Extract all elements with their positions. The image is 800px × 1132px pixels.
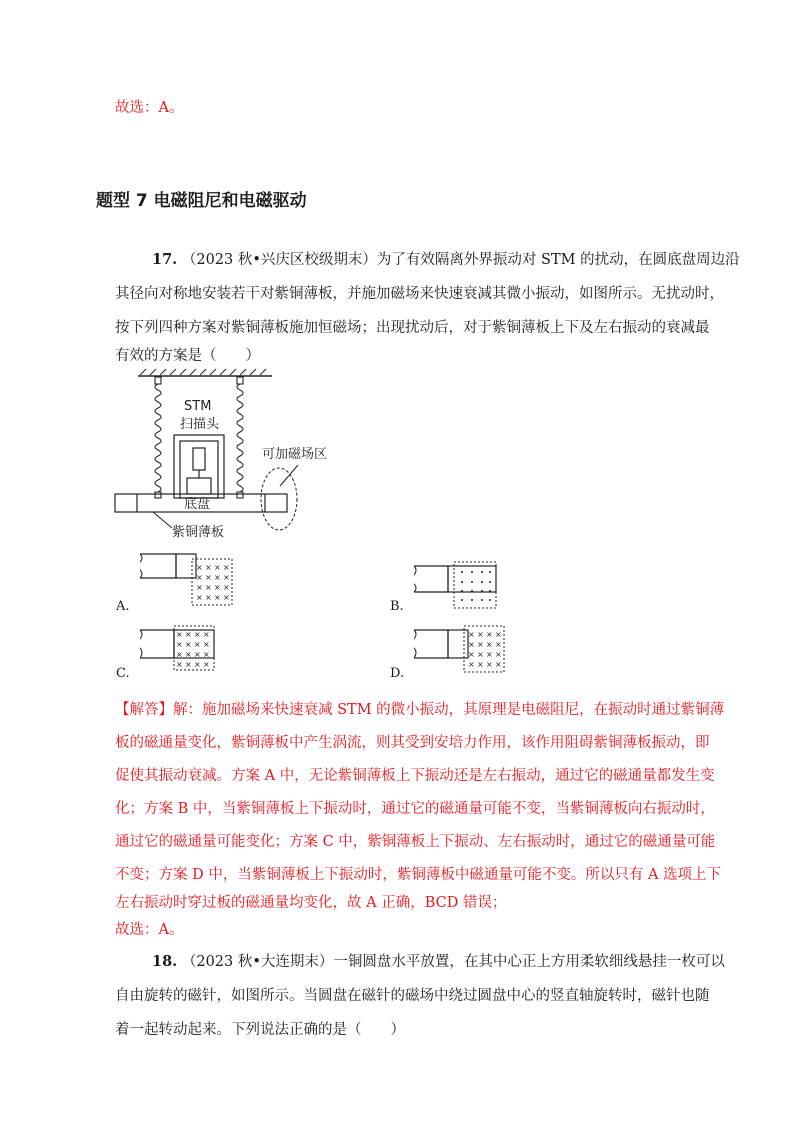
- svg-text:×: ×: [203, 640, 210, 649]
- q18-number: 18.: [152, 953, 178, 970]
- field-region-ellipse: [261, 468, 297, 530]
- svg-text:×: ×: [214, 563, 221, 572]
- previous-answer: 故选：A。: [115, 100, 184, 116]
- svg-text:×: ×: [223, 573, 230, 582]
- svg-text:×: ×: [205, 573, 212, 582]
- svg-text:×: ×: [214, 593, 221, 602]
- svg-text:×: ×: [176, 650, 183, 659]
- q17-number: 17.: [152, 251, 178, 268]
- svg-text:×: ×: [176, 630, 183, 639]
- svg-text:×: ×: [185, 660, 192, 669]
- svg-text:×: ×: [477, 650, 484, 659]
- stm-label: STM: [184, 399, 212, 414]
- option-b-figure: [414, 560, 504, 612]
- svg-text:×: ×: [468, 660, 475, 669]
- solution-line-4: 化；方案 B 中，当紫铜薄板上下振动时，通过它的磁通量可能不变，当紫铜薄板向右振动时，: [115, 801, 715, 817]
- svg-text:×: ×: [205, 563, 212, 572]
- q18-line-3: 着一起转动起来。下列说法正确的是（ ）: [115, 1022, 405, 1038]
- option-b-label: B.: [390, 599, 404, 614]
- q18-line-2: 自由旋转的磁针，如图所示。当圆盘在磁针的磁场中绕过圆盘中心的竖直轴旋转时，磁针也随: [115, 988, 710, 1004]
- svg-text:×: ×: [468, 630, 475, 639]
- svg-text:×: ×: [214, 583, 221, 592]
- option-d-figure: [414, 624, 514, 676]
- svg-text:×: ×: [194, 630, 201, 639]
- svg-text:×: ×: [495, 630, 502, 639]
- copper-plate-label: 紫铜薄板: [172, 525, 225, 540]
- q17-line-2: 其径向对称地安装若干对紫铜薄板，并施加磁场来快速衰减其微小振动，如图所示。无扰动时，: [115, 286, 724, 302]
- option-d-label: D.: [390, 666, 405, 681]
- svg-text:×: ×: [477, 660, 484, 669]
- field-region-label: 可加磁场区: [262, 447, 328, 462]
- scan-head-label: 扫描头: [180, 417, 220, 432]
- svg-text:×: ×: [486, 650, 493, 659]
- svg-text:×: ×: [214, 573, 221, 582]
- q17-answer: 故选：A。: [115, 922, 184, 938]
- svg-text:×: ×: [194, 660, 201, 669]
- svg-text:×: ×: [223, 593, 230, 602]
- solution-line-3: 促使其振动衰减。方案 A 中，无论紫铜薄板上下振动还是左右振动，通过它的磁通量都发生变: [115, 768, 715, 784]
- svg-text:×: ×: [196, 563, 203, 572]
- svg-text:×: ×: [196, 573, 203, 582]
- svg-text:×: ×: [203, 630, 210, 639]
- svg-text:×: ×: [196, 583, 203, 592]
- option-c-label: C.: [116, 666, 130, 681]
- svg-text:×: ×: [223, 563, 230, 572]
- q17-line-3: 按下列四种方案对紫铜薄板施加恒磁场；出现扰动后，对于紫铜薄板上下及左右振动的衰减最: [115, 320, 710, 336]
- right-spring: [237, 377, 243, 498]
- svg-text:×: ×: [486, 630, 493, 639]
- svg-text:×: ×: [223, 583, 230, 592]
- option-a-figure: [140, 550, 240, 610]
- svg-text:×: ×: [194, 650, 201, 659]
- base-label: 底盘: [184, 497, 211, 512]
- svg-text:×: ×: [203, 660, 210, 669]
- svg-text:×: ×: [185, 640, 192, 649]
- solution-line-2: 板的磁通量变化，紫铜薄板中产生涡流，则其受到安培力作用，该作用阻碍紫铜薄板振动，即: [115, 735, 710, 751]
- q17-line-4: 有效的方案是（ ）: [115, 348, 260, 364]
- svg-text:×: ×: [203, 650, 210, 659]
- solution-line-6: 不变；方案 D 中，当紫铜薄板上下振动时，紫铜薄板中磁通量可能不变。所以只有 A 选项上下: [115, 867, 722, 883]
- svg-text:×: ×: [495, 640, 502, 649]
- section-title: 题型 7 电磁阻尼和电磁驱动: [96, 191, 307, 211]
- svg-text:×: ×: [176, 640, 183, 649]
- solution-line-1: 【解答】解：施加磁场来快速衰减 STM 的微小振动，其原理是电磁阻尼，在振动时通过紫铜薄: [115, 702, 725, 718]
- svg-text:×: ×: [185, 630, 192, 639]
- q18-stem-1: （2023 秋•大连期末）一铜圆盘水平放置，在其中心正上方用柔软细线悬挂一枚可以: [181, 954, 725, 970]
- q17-line-1: [152, 250, 740, 270]
- option-c-figure: [140, 624, 230, 672]
- solution-line-5: 通过它的磁通量可能变化；方案 C 中，紫铜薄板上下振动、左右振动时，通过它的磁通量可能: [115, 834, 716, 850]
- svg-text:×: ×: [194, 640, 201, 649]
- q17-stem-1: （2023 秋•兴庆区校级期末）为了有效隔离外界振动对 STM 的扰动，在圆底盘周边沿: [181, 252, 740, 268]
- svg-text:×: ×: [486, 660, 493, 669]
- svg-text:×: ×: [477, 640, 484, 649]
- svg-text:×: ×: [486, 640, 493, 649]
- q18-line-1: [152, 952, 725, 972]
- option-a-label: A.: [116, 599, 130, 614]
- left-spring: [155, 377, 161, 498]
- svg-text:×: ×: [468, 650, 475, 659]
- svg-text:×: ×: [205, 593, 212, 602]
- svg-text:×: ×: [477, 630, 484, 639]
- solution-line-7: 左右振动时穿过板的磁通量均变化，故 A 正确，BCD 错误；: [115, 895, 507, 911]
- stm-figure: [110, 368, 350, 543]
- svg-text:×: ×: [196, 593, 203, 602]
- svg-text:×: ×: [495, 650, 502, 659]
- svg-text:×: ×: [468, 640, 475, 649]
- svg-text:×: ×: [176, 660, 183, 669]
- svg-text:×: ×: [185, 650, 192, 659]
- svg-text:×: ×: [205, 583, 212, 592]
- svg-text:×: ×: [495, 660, 502, 669]
